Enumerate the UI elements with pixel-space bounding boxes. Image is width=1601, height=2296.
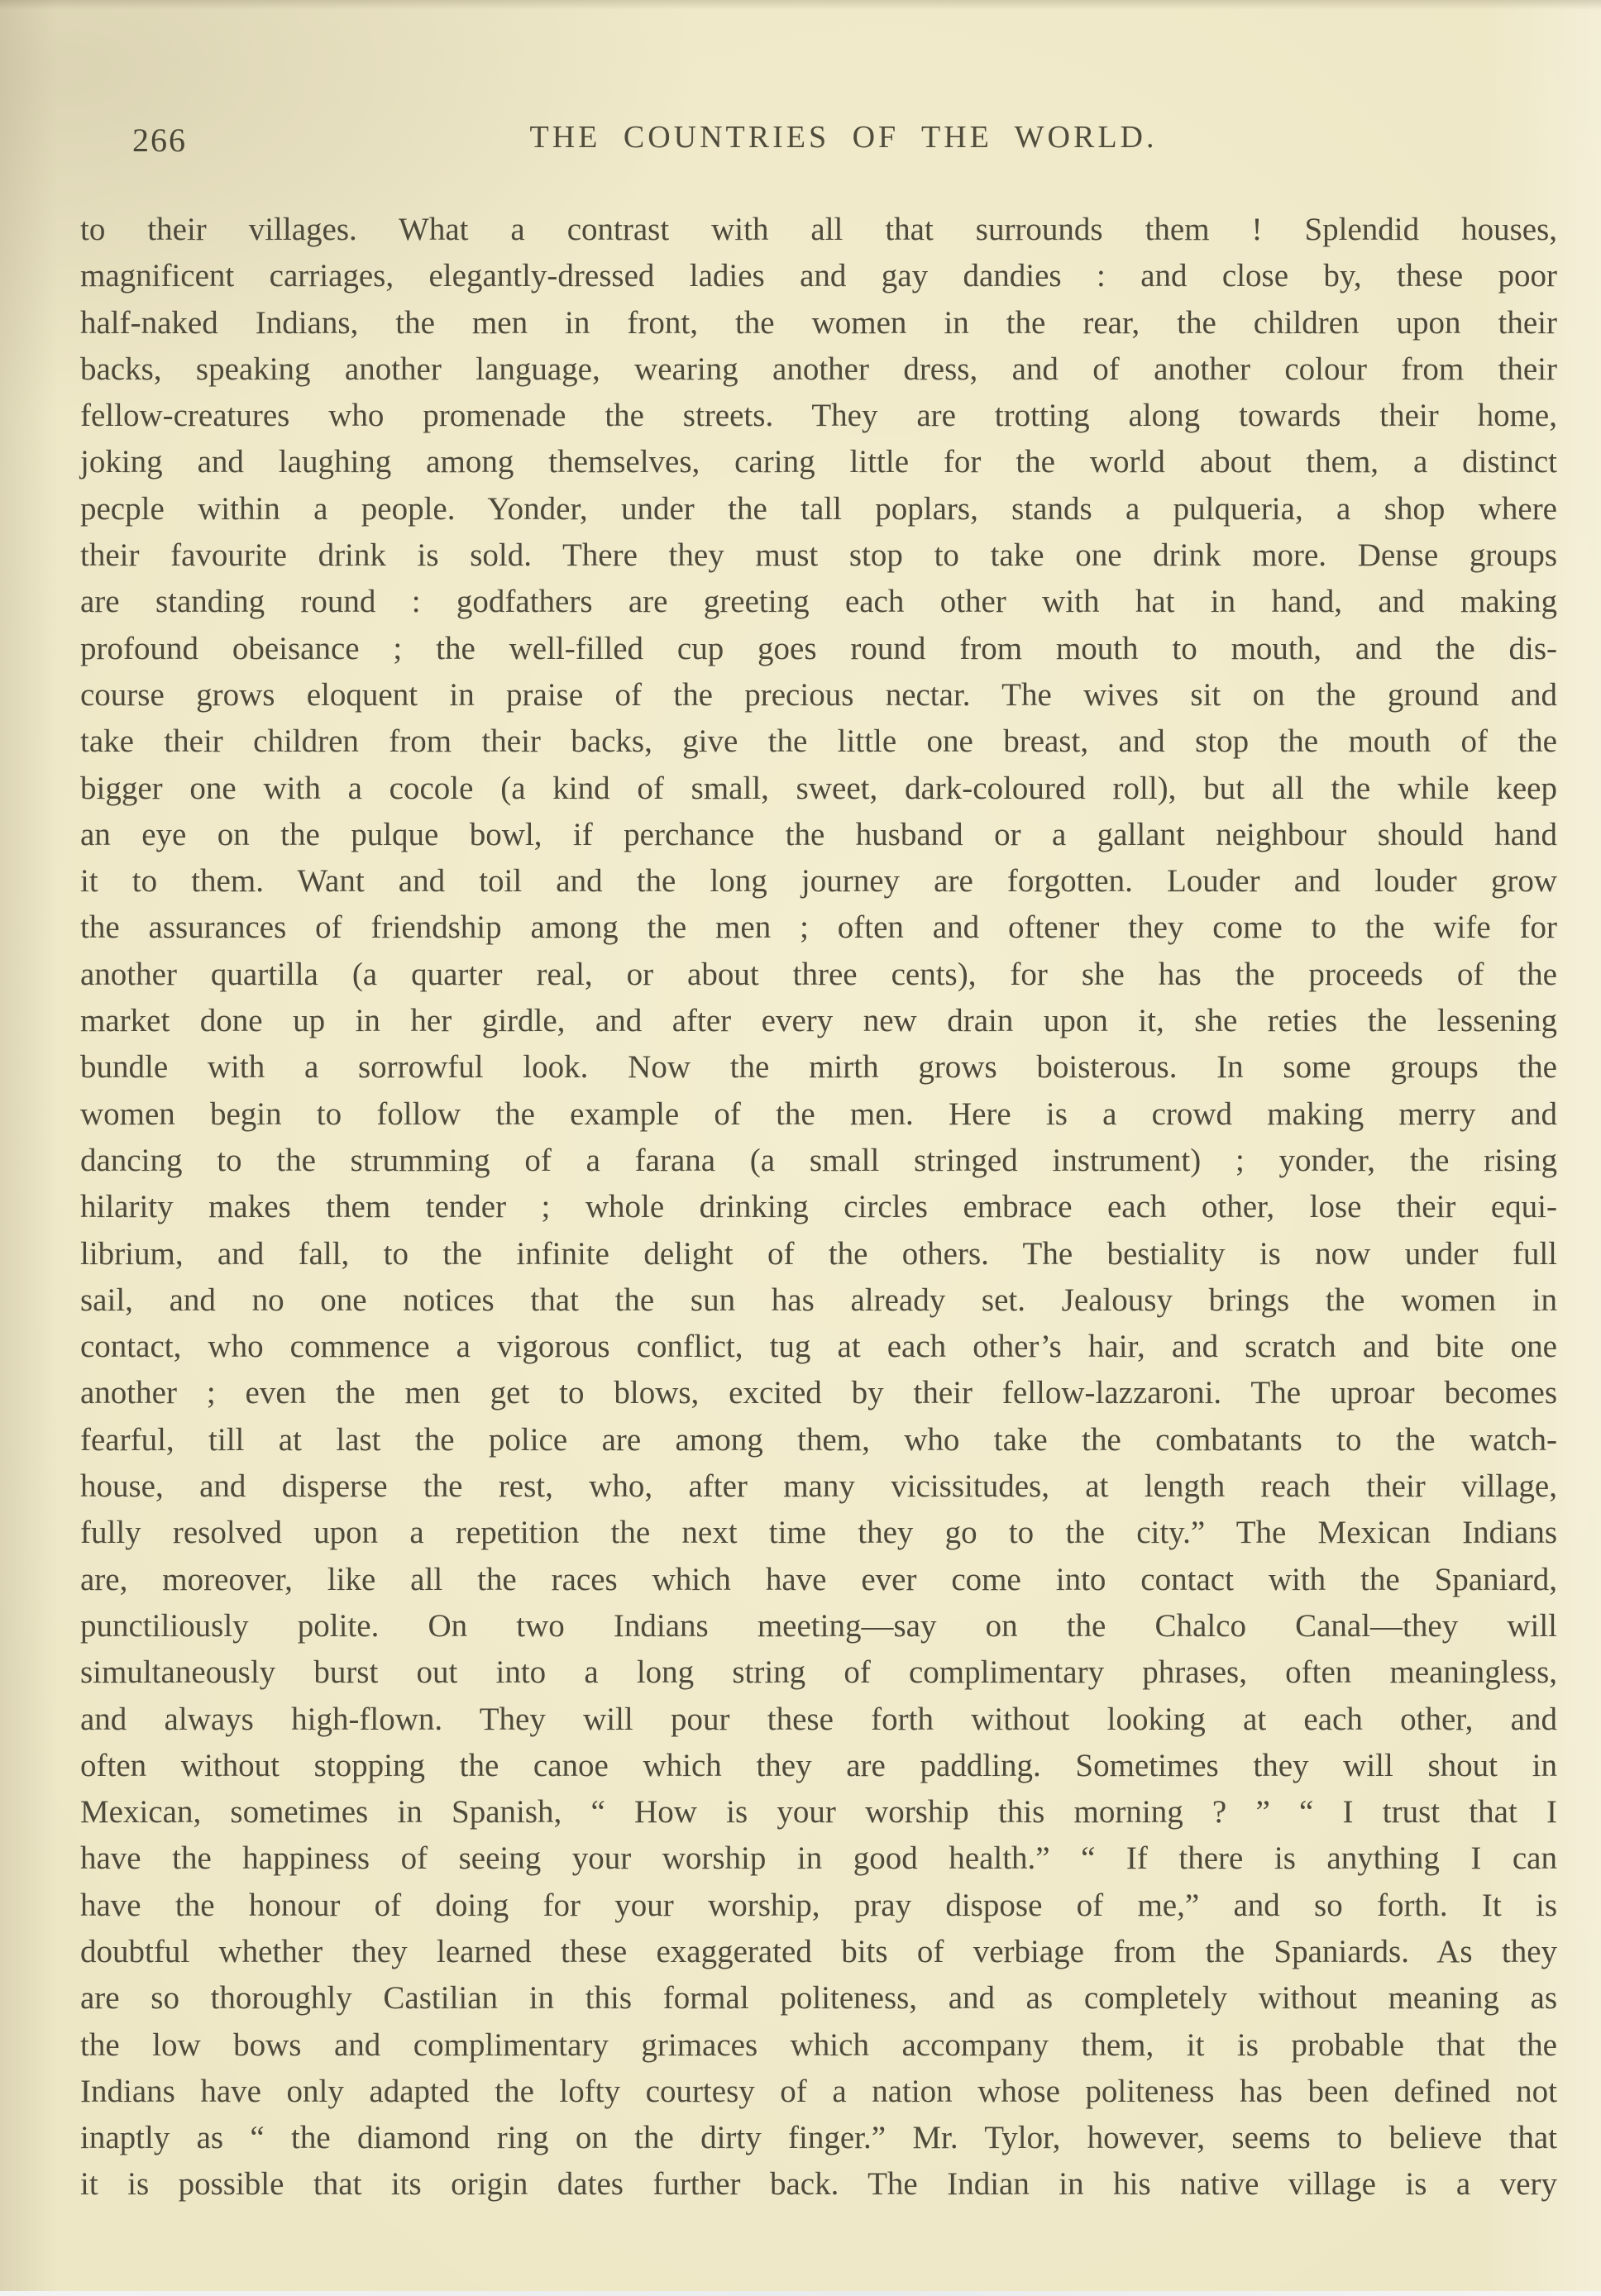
text-line: fully resolved upon a repetition the next time they go to the city.” The Mexican Indians (80, 1515, 1557, 1551)
body-text (80, 207, 1557, 2208)
text-line: an eye on the pulque bowl, if perchance the husband or a gallant neighbour should hand (80, 816, 1557, 852)
text-line: punctiliously polite. On two Indians meeting—say on the Chalco Canal—they will (80, 1607, 1557, 1644)
page-number: 266 (132, 122, 187, 159)
text-line: market done up in her girdle, and after every new drain upon it, she reties the lessening (80, 1003, 1557, 1039)
text-line: it is possible that its origin dates further back. The Indian in his native village is a very (80, 2166, 1557, 2203)
text-line: women begin to follow the example of the men. Here is a crowd making merry and (80, 1095, 1557, 1132)
text-line: simultaneously burst out into a long string of complimentary phrases, often meaningless, (80, 1654, 1557, 1691)
text-line: pecple within a people. Yonder, under the tall poplars, stands a pulqueria, a shop where (80, 490, 1557, 527)
text-line: often without stopping the canoe which they are paddling. Sometimes they will shout in (80, 1747, 1557, 1783)
text-line: doubtful whether they learned these exaggerated bits of verbiage from the Spaniards. As they (80, 1933, 1557, 1969)
text-line: dancing to the strumming of a farana (a small stringed instrument) ; yonder, the rising (80, 1142, 1557, 1178)
text-line: are standing round : godfathers are greeting each other with hat in hand, and making (80, 584, 1557, 620)
text-line: sail, and no one notices that the sun has already set. Jealousy brings the women in (80, 1282, 1557, 1318)
text-line: have the happiness of seeing your worship in good health.” “ If there is anything I can (80, 1840, 1557, 1877)
text-line: the low bows and complimentary grimaces which accompany them, it is probable that the (80, 2026, 1557, 2063)
text-line: librium, and fall, to the infinite delight of the others. The bestiality is now under full (80, 1235, 1557, 1272)
text-line: joking and laughing among themselves, caring little for the world about them, a distinct (80, 444, 1557, 480)
text-line: backs, speaking another language, wearing another dress, and of another colour from their (80, 351, 1557, 387)
text-line: magnificent carriages, elegantly-dressed ladies and gay dandies : and close by, these poor (80, 258, 1557, 294)
text-line: Mexican, sometimes in Spanish, “ How is your worship this morning ? ” “ I trust that I (80, 1794, 1557, 1831)
scan-bottom-edge (0, 2291, 1601, 2296)
text-line: hilarity makes them tender ; whole drinking circles embrace each other, lose their equi- (80, 1189, 1557, 1225)
text-line: another quartilla (a quarter real, or about three cents), for she has the proceeds of the (80, 956, 1557, 992)
text-line: their favourite drink is sold. There they must stop to take one drink more. Dense groups (80, 537, 1557, 574)
text-line: Indians have only adapted the lofty courtesy of a nation whose politeness has been defined not (80, 2073, 1557, 2109)
text-line: profound obeisance ; the well-filled cup goes round from mouth to mouth, and the dis- (80, 630, 1557, 666)
text-line: house, and disperse the rest, who, after many vicissitudes, at length reach their village, (80, 1468, 1557, 1505)
text-line: half-naked Indians, the men in front, the women in the rear, the children upon their (80, 304, 1557, 341)
text-line: fellow-creatures who promenade the streets. They are trotting along towards their home, (80, 398, 1557, 434)
text-line: take their children from their backs, give the little one breast, and stop the mouth of the (80, 723, 1557, 760)
text-line: are, moreover, like all the races which have ever come into contact with the Spaniard, (80, 1561, 1557, 1597)
text-line: fearful, till at last the police are among them, who take the combatants to the watch- (80, 1421, 1557, 1458)
text-line: the assurances of friendship among the men ; often and oftener they come to the wife for (80, 909, 1557, 946)
text-line: to their villages. What a contrast with all that surrounds them ! Splendid houses, (80, 212, 1557, 247)
text-line: contact, who commence a vigorous conflict, tug at each other’s hair, and scratch and bite one (80, 1329, 1557, 1365)
running-header: THE COUNTRIES OF THE WORLD. (529, 120, 1158, 155)
text-line: inaptly as “ the diamond ring on the dirty finger.” Mr. Tylor, however, seems to believe that (80, 2120, 1557, 2156)
text-line: course grows eloquent in praise of the precious nectar. The wives sit on the ground and (80, 676, 1557, 713)
text-line: bundle with a sorrowful look. Now the mirth grows boisterous. In some groups the (80, 1049, 1557, 1086)
text-line: another ; even the men get to blows, excited by their fellow-lazzaroni. The uproar becomes (80, 1375, 1557, 1411)
text-line: have the honour of doing for your worship, pray dispose of me,” and so forth. It is (80, 1887, 1557, 1923)
text-line: are so thoroughly Castilian in this formal politeness, and as completely without meaning as (80, 1980, 1557, 2017)
text-line: bigger one with a cocole (a kind of small, sweet, dark-coloured roll), but all the while keep (80, 770, 1557, 806)
text-line: and always high-flown. They will pour these forth without looking at each other, and (80, 1701, 1557, 1737)
text-line: it to them. Want and toil and the long journey are forgotten. Louder and louder grow (80, 863, 1557, 900)
